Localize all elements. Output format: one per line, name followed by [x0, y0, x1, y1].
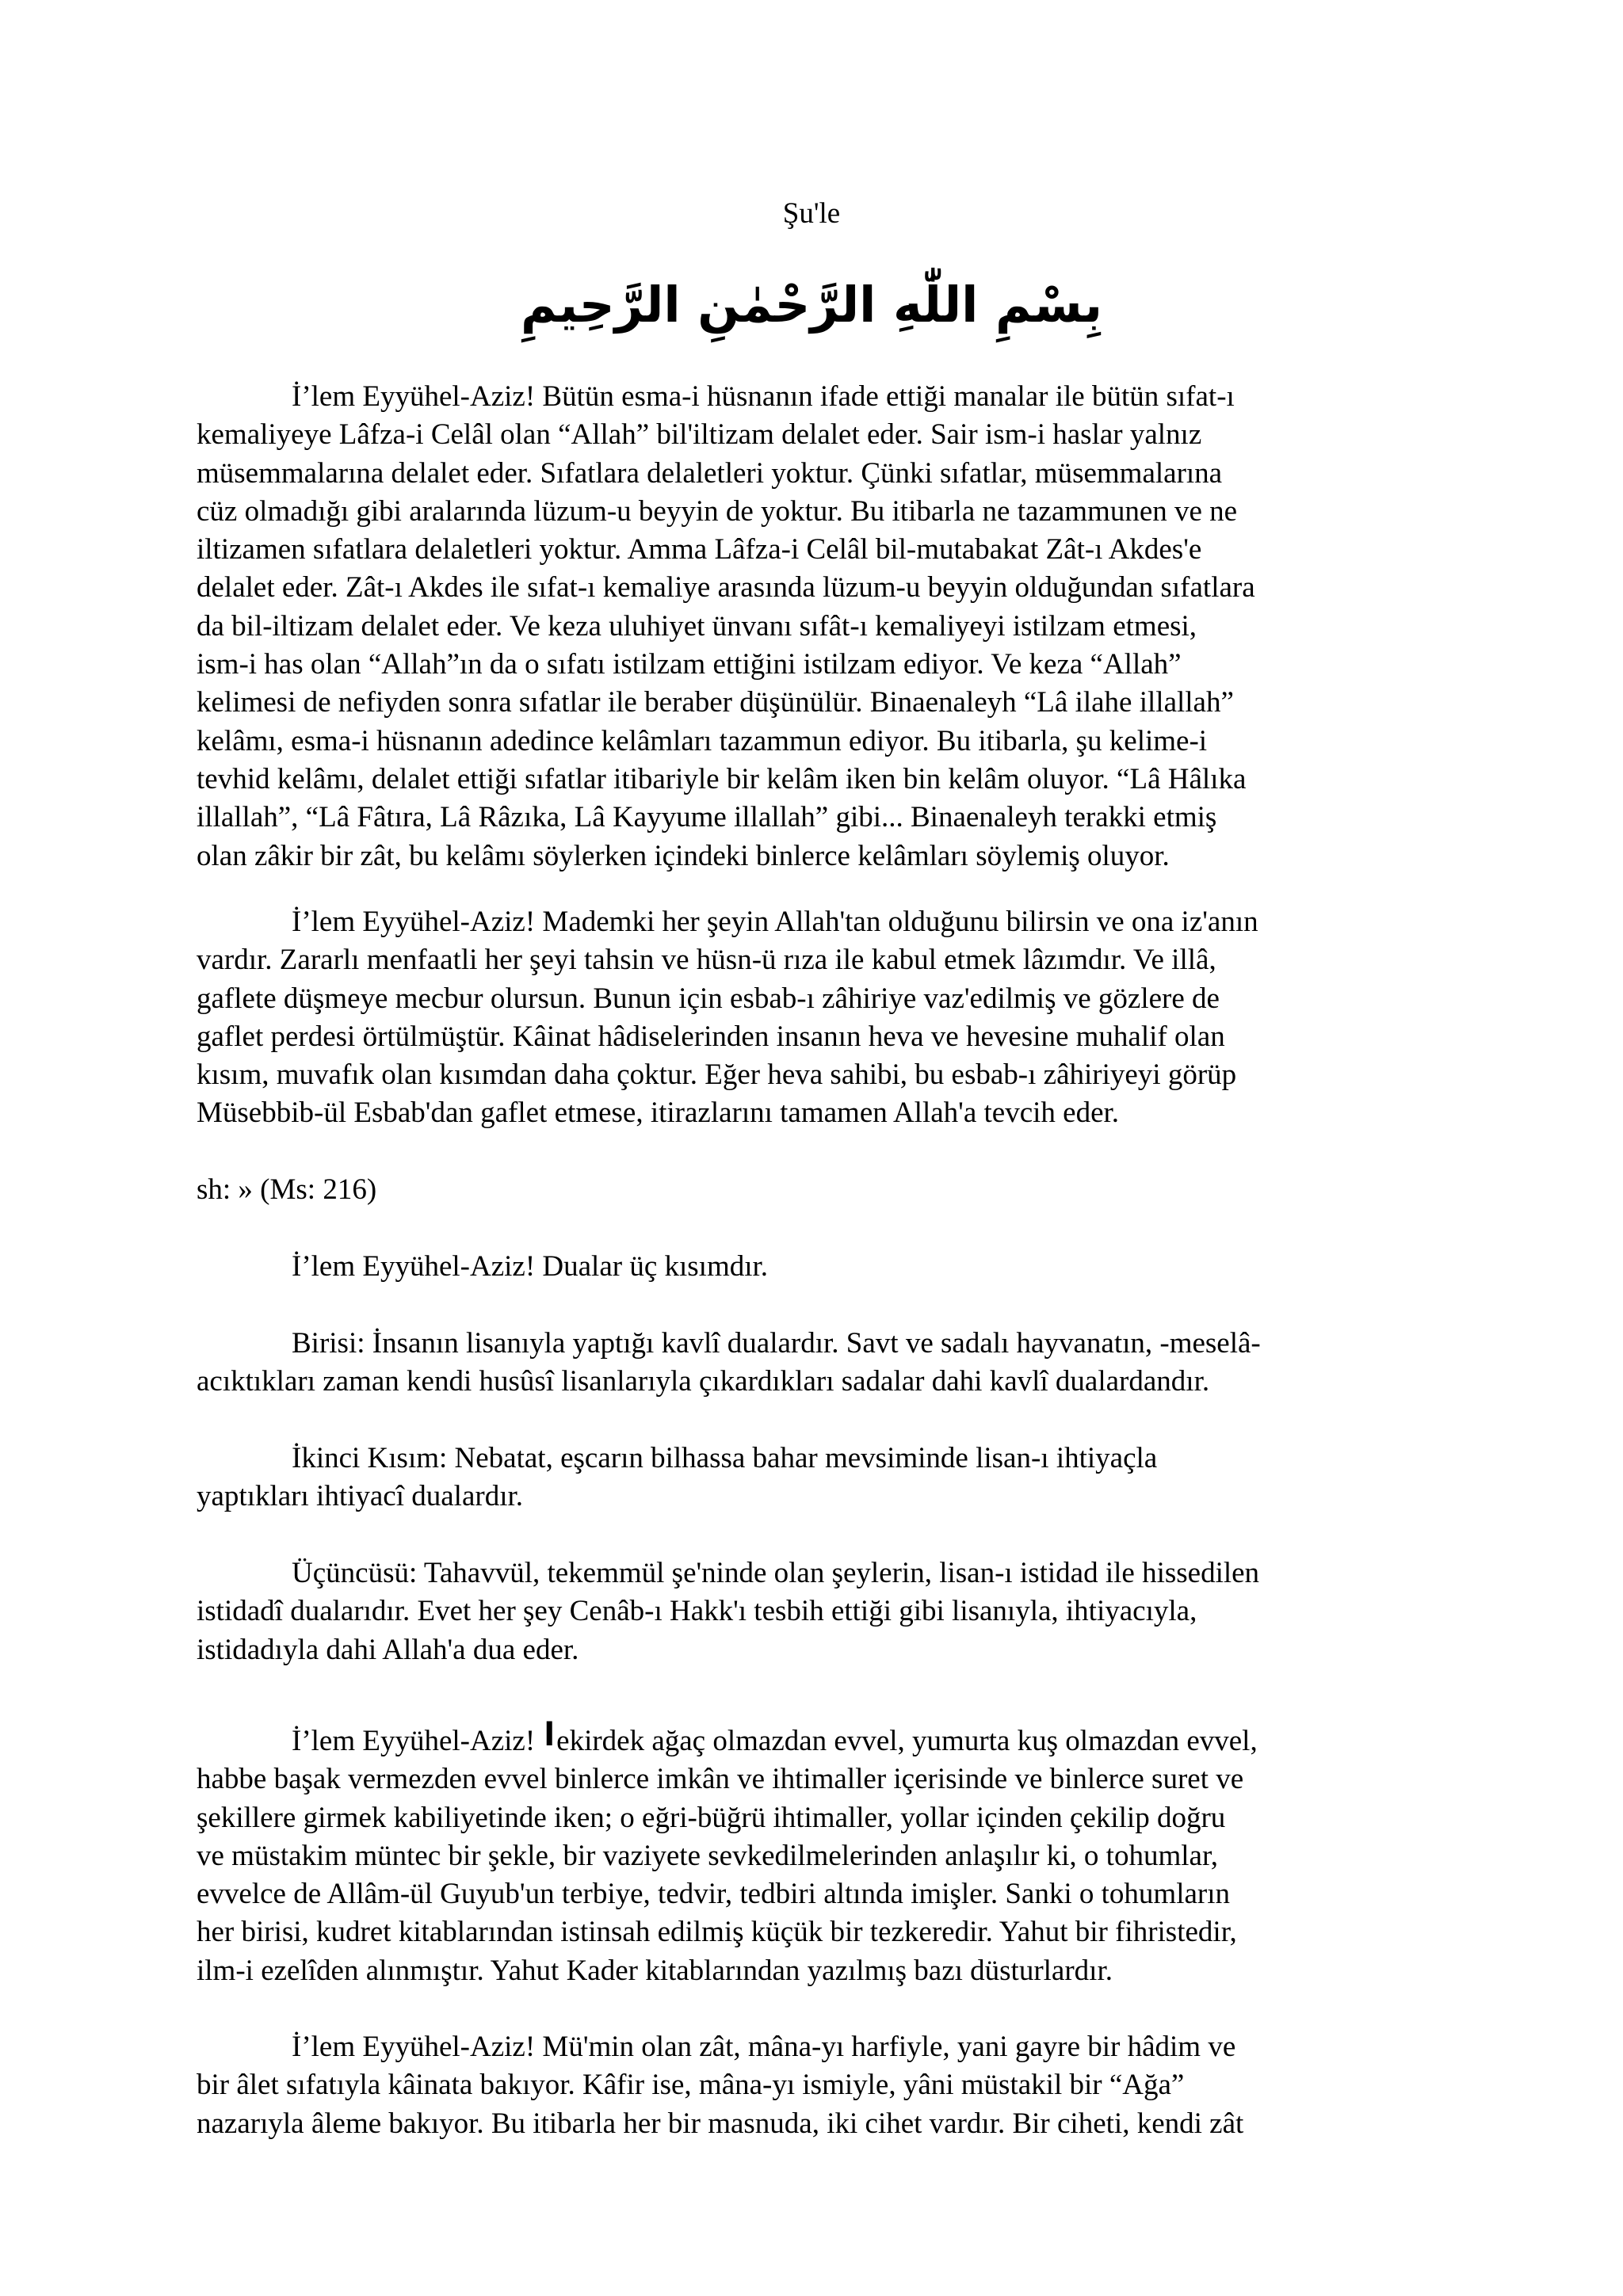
text-line: tevhid kelâmı, delalet ettiği sıfatlar itibariyle bir kelâm iken bin kelâm oluyor. “Lâ Hâlıka [197, 762, 1247, 795]
text-line: da bil-iltizam delalet eder. Ve keza uluhiyet ünvanı sıfât-ı kemaliyeyi istilzam etmesi, [197, 609, 1197, 643]
text-line: İ’lem Eyyühel-Aziz! Bütün esma-i hüsnanın ifade ettiği manalar ile bütün sıfat-ı [292, 380, 1235, 413]
text-line: İ’lem Eyyühel-Aziz! Mademki her şeyin Allah'tan olduğunu bilirsin ve ona iz'anın [292, 906, 1258, 938]
arabic-letter-mark: ا [544, 1717, 556, 1753]
text-line: ilm-i ezelîden alınmıştır. Yahut Kader kitablarından yazılmış bazı düsturlardır. [197, 1954, 1113, 1987]
text-line: kelimesi de nefiyden sonra sıfatlar ile beraber düşünülür. Binaenaleyh “Lâ ilahe illallah” [197, 686, 1234, 719]
text-segment: İ’lem Eyyühel-Aziz! [292, 1725, 536, 1757]
paragraph-gaflet [197, 903, 1430, 1133]
text-line: yaptıkları ihtiyacî dualardır. [197, 1480, 524, 1513]
text-line: olan zâkir bir zât, bu kelâmı söylerken içindeki binlerce kelâmları söylemiş oluyor. [197, 839, 1170, 872]
text-line: istidadıyla dahi Allah'a dua eder. [197, 1633, 579, 1666]
text-line: kemaliyeye Lâfza-i Celâl olan “Allah” bil'iltizam delalet eder. Sair ism-i haslar yalnız [197, 418, 1202, 452]
text-line: nazarıyla âleme bakıyor. Bu itibarla her bir masnuda, iki cihet vardır. Bir ciheti, kendi zât [197, 2107, 1244, 2140]
text-segment: ekirdek ağaç olmazdan evvel, yumurta kuş olmazdan evvel, [556, 1725, 1258, 1757]
text-line: illallah”, “Lâ Fâtıra, Lâ Râzıka, Lâ Kayyume illallah” gibi... Binaenaleyh terakki etmiş [197, 801, 1217, 834]
text-line: habbe başak vermezden evvel binlerce imkân ve ihtimaller içerisinde ve binlerce suret ve [197, 1763, 1244, 1796]
paragraph-cekirdek [197, 1716, 1430, 1990]
text-line [197, 1716, 1430, 1760]
text-line: İkinci Kısım: Nebatat, eşcarın bilhassa bahar mevsiminde lisan-ı ihtiyaçla [292, 1442, 1158, 1474]
page-reference: sh: » (Ms: 216) [197, 1173, 377, 1206]
paragraph-dualar [197, 1248, 1430, 1286]
text-line: bir âlet sıfatıyla kâinata bakıyor. Kâfir ise, mâna-yı ismiyle, yâni müstakil bir “Ağa” [197, 2069, 1185, 2102]
paragraph-kavli-dua [197, 1325, 1430, 1402]
text-line: Müsebbib-ül Esbab'dan gaflet etmese, itirazlarını tamamen Allah'a tevcih eder. [197, 1097, 1120, 1130]
paragraph-istidadi-dua [197, 1554, 1430, 1669]
text-line: kısım, muvafık olan kısımdan daha çoktur. Eğer heva sahibi, bu esbab-ı zâhiriyeyi görüp [197, 1058, 1237, 1092]
text-line: gaflet perdesi örtülmüştür. Kâinat hâdiselerinden insanın heva ve hevesine muhalif olan [197, 1020, 1225, 1053]
basmala-heading: بِسْمِ اللّٰهِ الرَّحْمٰنِ الرَّحِيمِ [520, 276, 1103, 334]
text-line: iltizamen sıfatlara delaletleri yoktur. Amma Lâfza-i Celâl bil-mutabakat Zât-ı Akdes'e [197, 533, 1202, 566]
text-line: delalet eder. Zât-ı Akdes ile sıfat-ı kemaliye arasında lüzum-u beyyin olduğundan sıfatlara [197, 571, 1255, 605]
text-line: istidadî dualarıdır. Evet her şey Cenâb-ı Hakk'ı tesbih ettiği gibi lisanıyla, ihtiyacıyla, [197, 1595, 1197, 1628]
paragraph-esma-i-husna [197, 378, 1430, 875]
text-line: cüz olmadığı gibi aralarında lüzum-u beyyin de yoktur. Bu itibarla ne tazammunen ve ne [197, 494, 1238, 528]
text-line: Birisi: İnsanın lisanıyla yaptığı kavlî dualardır. Savt ve sadalı hayvanatın, -meselâ- [292, 1327, 1261, 1360]
text-line: gaflete düşmeye mecbur olursun. Bunun için esbab-ı zâhiriye vaz'edilmiş ve gözlere de [197, 982, 1220, 1015]
text-line: müsemmalarına delalet eder. Sıfatlara delaletleri yoktur. Çünki sıfatlar, müsemmalarına [197, 456, 1223, 490]
paragraph-mana-yi-harfi [197, 2028, 1430, 2143]
text-line: ism-i has olan “Allah”ın da o sıfatı istilzam ettiğini istilzam ediyor. Ve keza “Allah” [197, 648, 1182, 681]
text-line: vardır. Zararlı menfaatli her şeyi tahsin ve hüsn-ü rıza ile kabul etmek lâzımdır. Ve illâ, [197, 944, 1216, 977]
text-line: Üçüncüsü: Tahavvül, tekemmül şe'ninde olan şeylerin, lisan-ı istidad ile hissedilen [292, 1557, 1260, 1589]
page-title: Şu'le [782, 197, 841, 230]
text-line: şekillere girmek kabiliyetinde iken; o eğri-büğrü ihtimaller, yollar içinden çekilip doğru [197, 1801, 1226, 1834]
text-line: evvelce de Allâm-ül Guyub'un terbiye, tedvir, tedbiri altında imişler. Sanki o tohumların [197, 1878, 1230, 1911]
text-line: her birisi, kudret kitablarından istinsah edilmiş küçük bir tezkeredir. Yahut bir fihristedir, [197, 1916, 1237, 1949]
text-line: İ’lem Eyyühel-Aziz! Mü'min olan zât, mâna-yı harfiyle, yani gayre bir hâdim ve [292, 2031, 1236, 2063]
text-line: acıktıkları zaman kendi husûsî lisanlarıyla çıkardıkları sadalar dahi kavlî dualardandır. [197, 1365, 1210, 1398]
paragraph-ihtiyaci-dua [197, 1440, 1430, 1516]
text-line: İ’lem Eyyühel-Aziz! Dualar üç kısımdır. [292, 1250, 769, 1283]
text-line: ve müstakim müntec bir şekle, bir vaziyete sevkedilmelerinden anlaşılır ki, o tohumlar, [197, 1839, 1219, 1872]
text-line: kelâmı, esma-i hüsnanın adedince kelâmları tazammun ediyor. Bu itibarla, şu kelime-i [197, 724, 1208, 757]
